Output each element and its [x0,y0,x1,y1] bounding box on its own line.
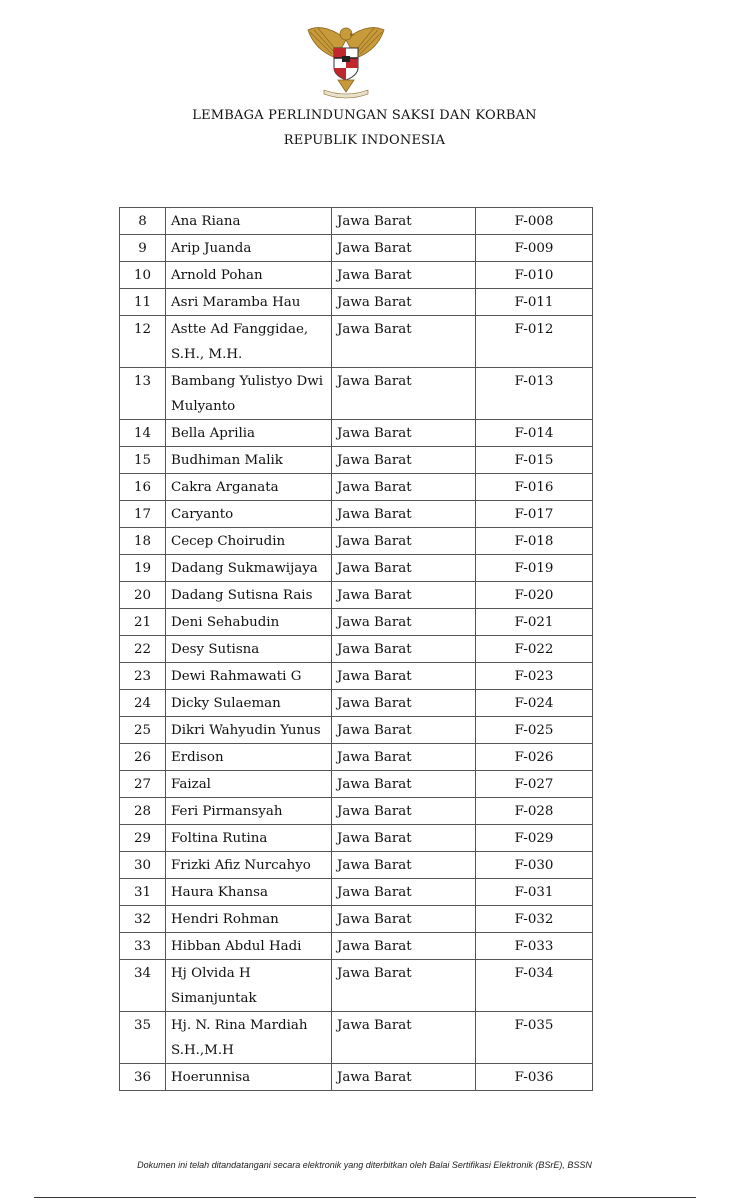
region-cell: Jawa Barat [332,906,476,933]
code-cell: F-025 [476,717,593,744]
region-cell: Jawa Barat [332,771,476,798]
table-row [120,235,593,262]
region-cell: Jawa Barat [332,316,476,368]
table-row [120,368,593,420]
row-number-cell: 34 [120,960,166,1012]
table-row [120,636,593,663]
region-cell: Jawa Barat [332,1064,476,1091]
region-cell: Jawa Barat [332,690,476,717]
row-number-cell: 21 [120,609,166,636]
region-cell: Jawa Barat [332,663,476,690]
row-number-cell: 26 [120,744,166,771]
table-row [120,474,593,501]
code-cell: F-015 [476,447,593,474]
row-number-cell: 14 [120,420,166,447]
name-cell: Desy Sutisna [166,636,332,663]
region-cell: Jawa Barat [332,825,476,852]
region-cell: Jawa Barat [332,717,476,744]
garuda-pancasila-emblem-icon [302,20,390,100]
row-number-cell: 11 [120,289,166,316]
code-cell: F-020 [476,582,593,609]
code-cell: F-036 [476,1064,593,1091]
row-number-cell: 35 [120,1012,166,1064]
table-row [120,663,593,690]
code-cell: F-032 [476,906,593,933]
code-cell: F-016 [476,474,593,501]
row-number-cell: 29 [120,825,166,852]
table-row [120,744,593,771]
row-number-cell: 24 [120,690,166,717]
name-cell: Faizal [166,771,332,798]
name-cell: Bambang Yulistyo Dwi Mulyanto [166,368,332,420]
code-cell: F-027 [476,771,593,798]
table-row [120,289,593,316]
row-number-cell: 31 [120,879,166,906]
code-cell: F-026 [476,744,593,771]
name-cell: Dadang Sukmawijaya [166,555,332,582]
code-cell: F-010 [476,262,593,289]
table-row [120,447,593,474]
code-cell: F-035 [476,1012,593,1064]
row-number-cell: 27 [120,771,166,798]
code-cell: F-019 [476,555,593,582]
row-number-cell: 15 [120,447,166,474]
code-cell: F-018 [476,528,593,555]
region-cell: Jawa Barat [332,798,476,825]
row-number-cell: 22 [120,636,166,663]
code-cell: F-028 [476,798,593,825]
code-cell: F-009 [476,235,593,262]
table-row [120,879,593,906]
region-cell: Jawa Barat [332,447,476,474]
region-cell: Jawa Barat [332,582,476,609]
table-row [120,825,593,852]
region-cell: Jawa Barat [332,1012,476,1064]
table-row [120,771,593,798]
row-number-cell: 33 [120,933,166,960]
name-cell: Astte Ad Fanggidae, S.H., M.H. [166,316,332,368]
region-cell: Jawa Barat [332,852,476,879]
table-row [120,933,593,960]
table-row [120,906,593,933]
row-number-cell: 9 [120,235,166,262]
region-cell: Jawa Barat [332,879,476,906]
footer-divider [34,1197,696,1198]
name-cell: Erdison [166,744,332,771]
region-cell: Jawa Barat [332,636,476,663]
region-cell: Jawa Barat [332,262,476,289]
name-cell: Caryanto [166,501,332,528]
name-cell: Dicky Sulaeman [166,690,332,717]
table-row [120,960,593,1012]
name-cell: Hoerunnisa [166,1064,332,1091]
row-number-cell: 8 [120,208,166,235]
region-cell: Jawa Barat [332,289,476,316]
name-cell: Arnold Pohan [166,262,332,289]
name-cell: Dewi Rahmawati G [166,663,332,690]
row-number-cell: 30 [120,852,166,879]
table-row [120,609,593,636]
code-cell: F-012 [476,316,593,368]
name-cell: Ana Riana [166,208,332,235]
table-body [120,208,593,1091]
code-cell: F-033 [476,933,593,960]
code-cell: F-021 [476,609,593,636]
name-cell: Hj. N. Rina Mardiah S.H.,M.H [166,1012,332,1064]
name-cell: Hibban Abdul Hadi [166,933,332,960]
region-cell: Jawa Barat [332,960,476,1012]
region-cell: Jawa Barat [332,420,476,447]
row-number-cell: 10 [120,262,166,289]
row-number-cell: 16 [120,474,166,501]
row-number-cell: 18 [120,528,166,555]
row-number-cell: 36 [120,1064,166,1091]
row-number-cell: 20 [120,582,166,609]
organization-country: REPUBLIK INDONESIA [283,133,446,148]
table-row [120,420,593,447]
code-cell: F-024 [476,690,593,717]
table-row [120,798,593,825]
region-cell: Jawa Barat [332,528,476,555]
name-cell: Cakra Arganata [166,474,332,501]
row-number-cell: 12 [120,316,166,368]
code-cell: F-034 [476,960,593,1012]
name-cell: Deni Sehabudin [166,609,332,636]
name-cell: Arip Juanda [166,235,332,262]
name-cell: Asri Maramba Hau [166,289,332,316]
code-cell: F-008 [476,208,593,235]
name-cell: Feri Pirmansyah [166,798,332,825]
row-number-cell: 28 [120,798,166,825]
name-cell: Foltina Rutina [166,825,332,852]
code-cell: F-030 [476,852,593,879]
code-cell: F-031 [476,879,593,906]
region-cell: Jawa Barat [332,368,476,420]
name-cell: Haura Khansa [166,879,332,906]
region-cell: Jawa Barat [332,933,476,960]
code-cell: F-011 [476,289,593,316]
code-cell: F-013 [476,368,593,420]
table-row [120,582,593,609]
table-row [120,690,593,717]
code-cell: F-022 [476,636,593,663]
code-cell: F-017 [476,501,593,528]
table-row [120,852,593,879]
name-cell: Dikri Wahyudin Yunus [166,717,332,744]
code-cell: F-014 [476,420,593,447]
region-cell: Jawa Barat [332,744,476,771]
table-row [120,208,593,235]
name-cell: Dadang Sutisna Rais [166,582,332,609]
row-number-cell: 13 [120,368,166,420]
electronic-signature-note: Dokumen ini telah ditandatangani secara elektronik yang diterbitkan oleh Balai Sertifikasi Elektronik (BSrE), BSSN [137,1160,592,1170]
region-cell: Jawa Barat [332,235,476,262]
name-cell: Cecep Choirudin [166,528,332,555]
row-number-cell: 19 [120,555,166,582]
name-cell: Hendri Rohman [166,906,332,933]
name-cell: Hj Olvida H Simanjuntak [166,960,332,1012]
row-number-cell: 23 [120,663,166,690]
name-cell: Budhiman Malik [166,447,332,474]
name-cell: Frizki Afiz Nurcahyo [166,852,332,879]
table-row [120,262,593,289]
code-cell: F-023 [476,663,593,690]
row-number-cell: 32 [120,906,166,933]
table-row [120,316,593,368]
row-number-cell: 25 [120,717,166,744]
organization-name: LEMBAGA PERLINDUNGAN SAKSI DAN KORBAN [192,108,537,123]
region-cell: Jawa Barat [332,501,476,528]
table-row [120,717,593,744]
table-row [120,501,593,528]
row-number-cell: 17 [120,501,166,528]
table-row [120,555,593,582]
region-cell: Jawa Barat [332,208,476,235]
code-cell: F-029 [476,825,593,852]
table-row [120,1012,593,1064]
region-cell: Jawa Barat [332,555,476,582]
table-row [120,528,593,555]
region-cell: Jawa Barat [332,474,476,501]
participants-table [119,207,593,1091]
name-cell: Bella Aprilia [166,420,332,447]
region-cell: Jawa Barat [332,609,476,636]
table-row [120,1064,593,1091]
